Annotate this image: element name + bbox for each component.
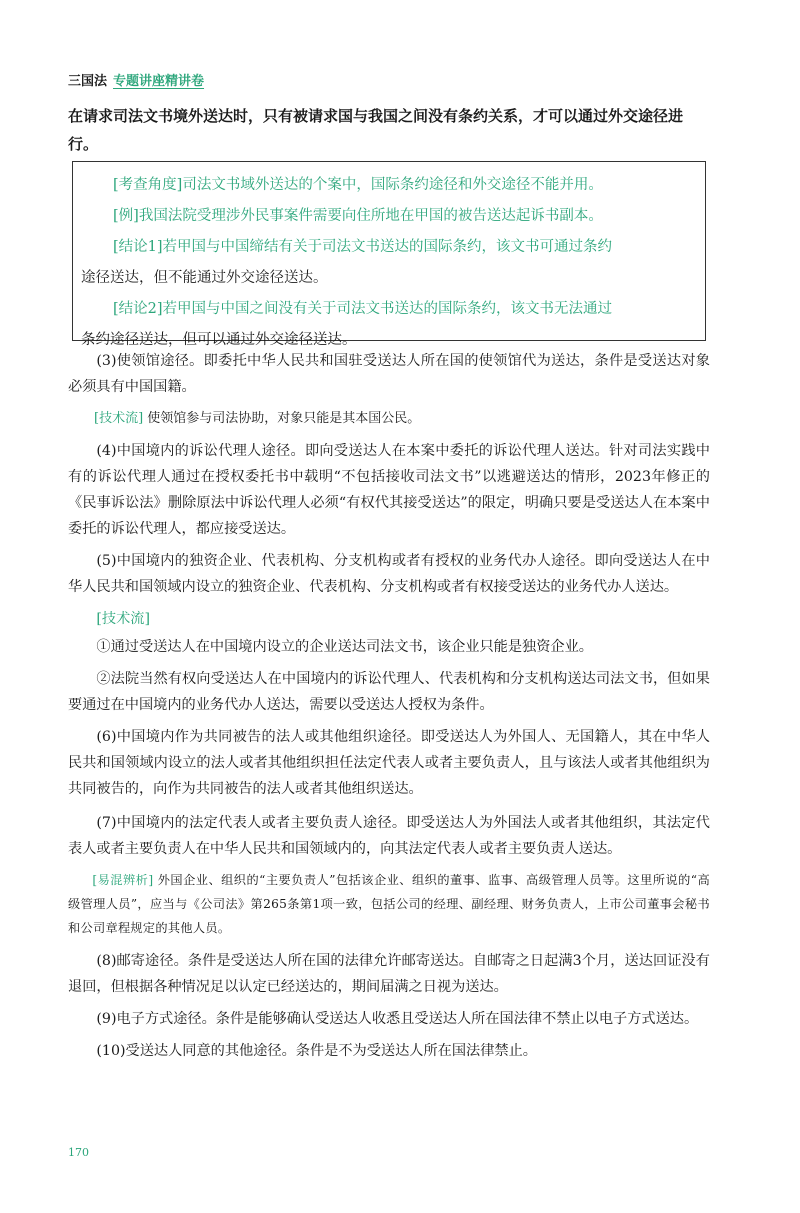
- page-number: 170: [68, 1146, 89, 1159]
- paragraph-10: (10)受送达人同意的其他途径。条件是不为受送达人所在国法律禁止。: [96, 1043, 537, 1059]
- paragraph-6: (6)中国境内作为共同被告的法人或其他组织途径。即受送达人为外国人、无国籍人，其在中华人民共和国领域内设立的法人或者其他组织担任法定代表人或者主要负责人，且与该法人或者其他组织为共同被告的，向作为共同被告的法人或者其他组织送达。: [68, 729, 710, 797]
- tech-note-1: [技术流] 使领馆参与司法协助，对象只能是其本国公民。: [94, 411, 421, 426]
- paragraph-3: (3)使领馆途径。即委托中华人民共和国驻受送达人所在国的使领馆代为送达，条件是受送达对象必须具有中国国籍。: [68, 353, 710, 395]
- running-header: [68, 70, 204, 89]
- tech-note-2a: ①通过受送达人在中国境内设立的企业送达司法文书，该企业只能是独资企业。: [96, 639, 593, 655]
- note-tag: [易混辨析]: [92, 873, 154, 887]
- box-tag: [例]: [113, 208, 139, 224]
- box-line-3: [结论1]若甲国与中国缔结有关于司法文书送达的国际条约，该文书可通过条约: [113, 239, 613, 255]
- box-line-3b: 途径送达，但不能通过外交途径送达。: [81, 270, 328, 286]
- box-line-2: [例]我国法院受理涉外民事案件需要向住所地在甲国的被告送达起诉书副本。: [113, 208, 603, 224]
- box-line-1: [考查角度]司法文书域外送达的个案中，国际条约途径和外交途径不能并用。: [113, 177, 603, 193]
- box-tag: [结论2]: [113, 301, 163, 317]
- body-text: [68, 348, 710, 1070]
- tech-note-2b: ②法院当然有权向受送达人在中国境内的诉讼代理人、代表机构和分支机构送达司法文书，但如果要通过在中国境内的业务代办人送达，需要以受送达人授权为条件。: [68, 671, 710, 713]
- box-line-4: [结论2]若甲国与中国之间没有关于司法文书送达的国际条约，该文书无法通过: [113, 301, 613, 317]
- paragraph-5: (5)中国境内的独资企业、代表机构、分支机构或者有授权的业务代办人途径。即向受送达人在中华人民共和国领域内设立的独资企业、代表机构、分支机构或者有权接受送达的业务代办人送达。: [68, 553, 710, 595]
- paragraph-7: (7)中国境内的法定代表人或者主要负责人途径。即受送达人为外国法人或者其他组织，其法定代表人或者主要负责人在中华人民共和国领域内的，向其法定代表人或者主要负责人送达。: [68, 815, 710, 857]
- paragraph-4: (4)中国境内的诉讼代理人途径。即向受送达人在本案中委托的诉讼代理人送达。针对司法实践中有的诉讼代理人通过在授权委托书中载明“不包括接收司法文书”以逃避送达的情形，2023年修正的《民事诉讼法》删除原法中诉讼代理人必须“有权代其接受送达”的限定，明确只要是受送达人在本案中委托的诉讼代理人，都应接受送达。: [68, 443, 710, 537]
- note-tag: [技术流]: [94, 411, 144, 426]
- note-tag: [技术流]: [96, 611, 151, 627]
- analysis-box: [72, 161, 706, 348]
- confusion-note: [易混辨析] 外国企业、组织的“主要负责人”包括该企业、组织的董事、监事、高级管理人员等。这里所说的“高级管理人员”，应当与《公司法》第265条第1项一致，包括公司的经理、副经理、财务负责人，上市公司董事会秘书和公司章程规定的其他人员。: [68, 873, 710, 935]
- box-tag: [考查角度]: [113, 177, 183, 193]
- box-line-4b: 条约途径送达，但可以通过外交途径送达。: [81, 332, 357, 348]
- paragraph-8: (8)邮寄途径。条件是受送达人所在国的法律允许邮寄送达。自邮寄之日起满3个月，送达回证没有退回，但根据各种情况足以认定已经送达的，期间届满之日视为送达。: [68, 953, 710, 995]
- paragraph-9: (9)电子方式途径。条件是能够确认受送达人收悉且受送达人所在国法律不禁止以电子方式送达。: [96, 1011, 699, 1027]
- series-title: 专题讲座精讲卷: [113, 74, 205, 89]
- book-title: 三国法: [68, 74, 108, 89]
- box-tag: [结论1]: [113, 239, 163, 255]
- bold-statement: 在请求司法文书境外送达时，只有被请求国与我国之间没有条约关系，才可以通过外交途径进行。: [68, 107, 684, 153]
